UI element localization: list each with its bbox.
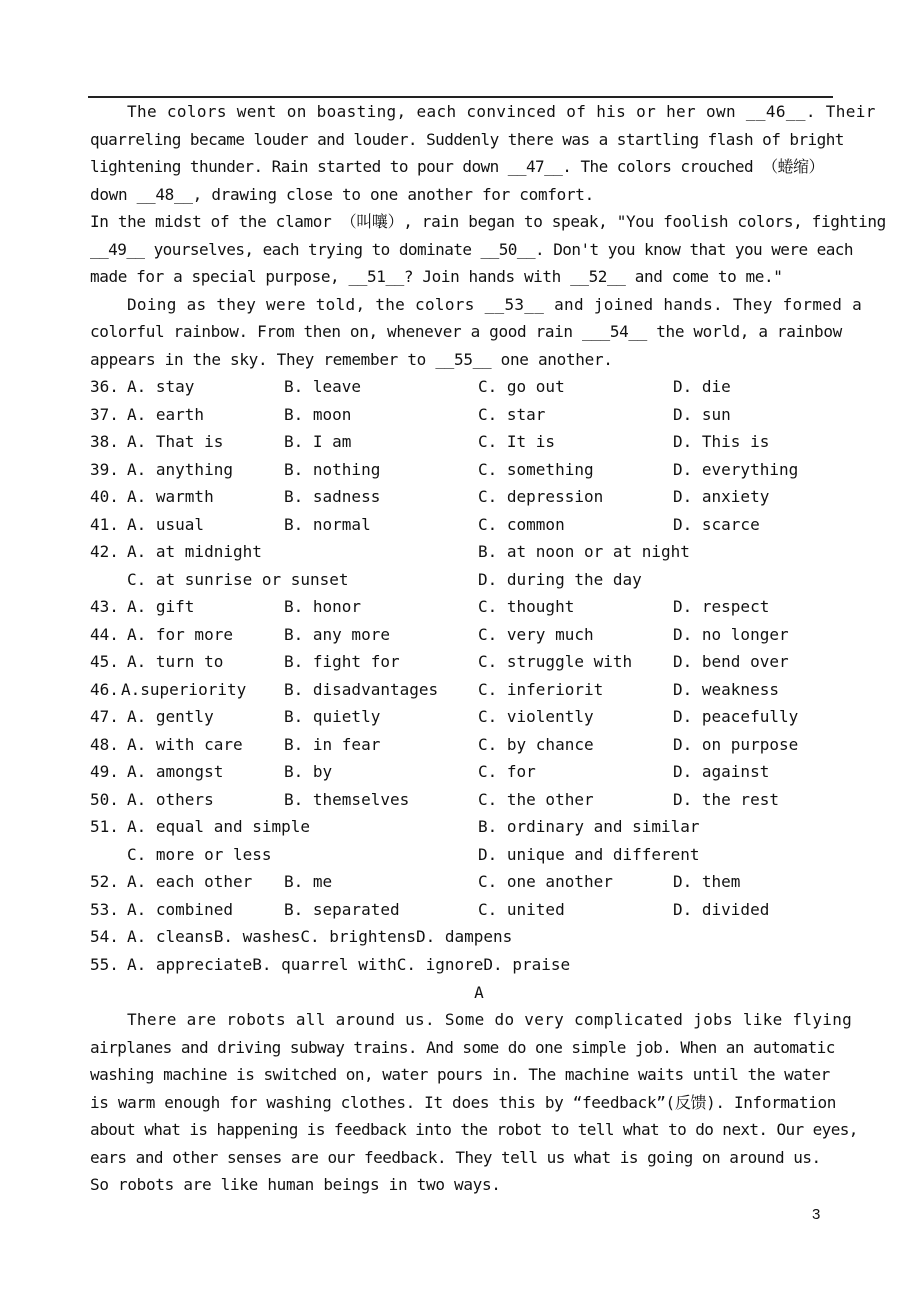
option-d: D. them — [673, 872, 741, 891]
option-d: D. during the day — [478, 570, 642, 589]
passage-line: In the midst of the clamor （叫嚷）, rain began to speak, "You foolish colors, fighting — [90, 212, 886, 231]
option-a: A.superiority — [121, 680, 247, 699]
question-number: 55. — [90, 955, 119, 974]
section-line: ears and other senses are our feedback. They tell us what is going on around us. — [90, 1148, 821, 1167]
option-b: B. any more — [284, 625, 390, 644]
question-number: 47. — [90, 707, 119, 726]
option-c: C. inferiorit — [478, 680, 604, 699]
option-c: C. struggle with — [478, 652, 633, 671]
option-c: C. united — [478, 900, 565, 919]
question-number: 44. — [90, 625, 119, 644]
question-number: 49. — [90, 762, 119, 781]
question-number: 45. — [90, 652, 119, 671]
option-c: C. at sunrise or sunset — [127, 570, 349, 589]
option-a: A. usual — [127, 515, 205, 534]
option-c: C. violently — [478, 707, 594, 726]
option-b: B. normal — [284, 515, 371, 534]
header-rule — [88, 96, 833, 98]
question-number: 48. — [90, 735, 119, 754]
options-run-together: A. cleansB. washesC. brightensD. dampens — [127, 927, 513, 946]
question-number: 38. — [90, 432, 119, 451]
question-number: 39. — [90, 460, 119, 479]
option-c: C. very much — [478, 625, 594, 644]
option-b: B. nothing — [284, 460, 381, 479]
option-c: C. go out — [478, 377, 565, 396]
option-d: D. divided — [673, 900, 770, 919]
option-c: C. for — [478, 762, 536, 781]
option-b: B. leave — [284, 377, 362, 396]
option-a: A. warmth — [127, 487, 214, 506]
passage-line: lightening thunder. Rain started to pour down __47__. The colors crouched （蜷缩） — [90, 157, 824, 176]
question-number: 52. — [90, 872, 119, 891]
option-b: B. by — [284, 762, 333, 781]
question-number: 50. — [90, 790, 119, 809]
option-b: B. quietly — [284, 707, 381, 726]
option-a: A. turn to — [127, 652, 224, 671]
option-b: B. at noon or at night — [478, 542, 690, 561]
option-a: A. at midnight — [127, 542, 262, 561]
option-d: D. scarce — [673, 515, 760, 534]
option-a: A. gently — [127, 707, 214, 726]
option-d: D. bend over — [673, 652, 789, 671]
option-d: D. This is — [673, 432, 770, 451]
option-d: D. on purpose — [673, 735, 799, 754]
passage-line: Doing as they were told, the colors __53__ and joined hands. They formed a — [127, 295, 863, 314]
section-line: is warm enough for washing clothes. It does this by “feedback”(反馈). Information — [90, 1093, 837, 1112]
question-number: 53. — [90, 900, 119, 919]
section-line: So robots are like human beings in two ways. — [90, 1175, 501, 1194]
option-b: B. in fear — [284, 735, 381, 754]
options-run-together: A. appreciateB. quarrel withC. ignoreD. praise — [127, 955, 571, 974]
option-d: D. sun — [673, 405, 731, 424]
question-number: 43. — [90, 597, 119, 616]
question-number: 36. — [90, 377, 119, 396]
section-line: washing machine is switched on, water pours in. The machine waits until the water — [90, 1065, 830, 1084]
passage-line: colorful rainbow. From then on, whenever a good rain ___54__ the world, a rainbow — [90, 322, 842, 341]
option-a: A. for more — [127, 625, 233, 644]
option-d: D. peacefully — [673, 707, 799, 726]
option-b: B. moon — [284, 405, 352, 424]
question-number: 51. — [90, 817, 119, 836]
section-line: airplanes and driving subway trains. And some do one simple job. When an automatic — [90, 1038, 835, 1057]
option-b: B. separated — [284, 900, 400, 919]
option-c: C. by chance — [478, 735, 594, 754]
option-c: C. the other — [478, 790, 594, 809]
option-a: A. stay — [127, 377, 195, 396]
option-b: B. sadness — [284, 487, 381, 506]
passage-line: The colors went on boasting, each convinced of his or her own __46__. Their — [127, 102, 876, 121]
option-b: B. themselves — [284, 790, 410, 809]
option-d: D. unique and different — [478, 845, 700, 864]
section-heading: A — [474, 983, 484, 1002]
option-b: B. ordinary and similar — [478, 817, 700, 836]
option-c: C. common — [478, 515, 565, 534]
option-c: C. one another — [478, 872, 613, 891]
question-number: 54. — [90, 927, 119, 946]
passage-line: appears in the sky. They remember to __55__ one another. — [90, 350, 613, 369]
option-c: C. something — [478, 460, 594, 479]
option-d: D. no longer — [673, 625, 789, 644]
option-d: D. weakness — [673, 680, 779, 699]
option-d: D. everything — [673, 460, 799, 479]
option-b: B. I am — [284, 432, 352, 451]
option-a: A. each other — [127, 872, 253, 891]
option-d: D. against — [673, 762, 770, 781]
passage-line: __49__ yourselves, each trying to dominate __50__. Don't you know that you were each — [90, 240, 853, 259]
option-d: D. anxiety — [673, 487, 770, 506]
option-a: A. others — [127, 790, 214, 809]
option-a: A. anything — [127, 460, 233, 479]
question-number: 41. — [90, 515, 119, 534]
option-a: A. equal and simple — [127, 817, 311, 836]
page-number: 3 — [812, 1206, 821, 1223]
question-number: 46. — [90, 680, 119, 699]
option-b: B. fight for — [284, 652, 400, 671]
option-a: A. That is — [127, 432, 224, 451]
option-d: D. respect — [673, 597, 770, 616]
option-c: C. star — [478, 405, 546, 424]
question-number: 37. — [90, 405, 119, 424]
option-a: A. amongst — [127, 762, 224, 781]
section-line: There are robots all around us. Some do very complicated jobs like flying — [127, 1010, 853, 1029]
passage-line: quarreling became louder and louder. Suddenly there was a startling flash of bright — [90, 130, 844, 149]
section-line: about what is happening is feedback into the robot to tell what to do next. Our eyes, — [90, 1120, 858, 1139]
passage-line: down __48__, drawing close to one another for comfort. — [90, 185, 594, 204]
option-c: C. more or less — [127, 845, 272, 864]
option-b: B. honor — [284, 597, 362, 616]
passage-line: made for a special purpose, __51__? Join hands with __52__ and come to me." — [90, 267, 783, 286]
option-a: A. with care — [127, 735, 243, 754]
question-number: 42. — [90, 542, 119, 561]
option-c: C. thought — [478, 597, 575, 616]
option-a: A. combined — [127, 900, 233, 919]
option-b: B. me — [284, 872, 333, 891]
option-a: A. earth — [127, 405, 205, 424]
question-number: 40. — [90, 487, 119, 506]
option-d: D. the rest — [673, 790, 779, 809]
option-d: D. die — [673, 377, 731, 396]
option-c: C. depression — [478, 487, 604, 506]
option-c: C. It is — [478, 432, 556, 451]
option-b: B. disadvantages — [284, 680, 439, 699]
option-a: A. gift — [127, 597, 195, 616]
